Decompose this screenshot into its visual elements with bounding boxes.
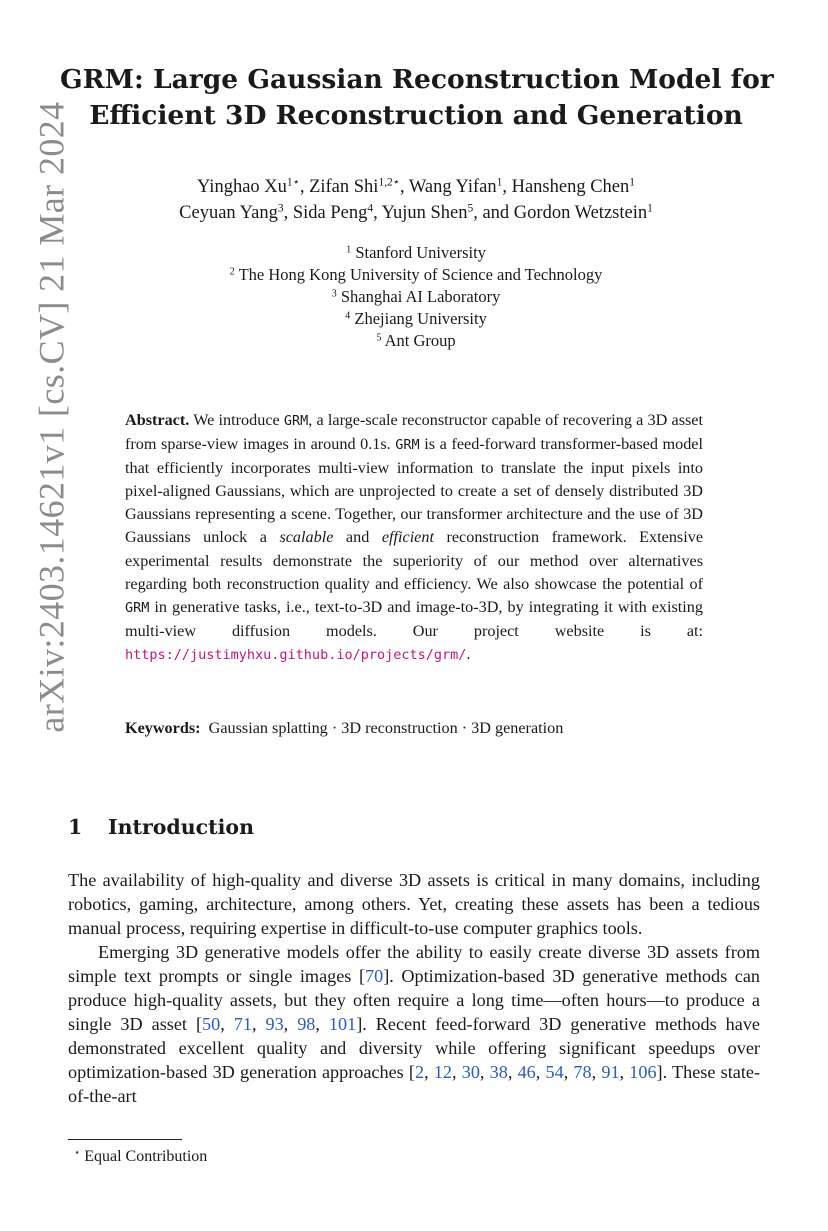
author-name: Hansheng Chen — [511, 177, 630, 197]
title-line-2: Efficient 3D Reconstruction and Generation — [89, 100, 743, 131]
citation-link[interactable]: 2 — [414, 1062, 425, 1082]
author-separator: , — [299, 177, 310, 197]
affiliation-number: 3 — [331, 288, 337, 300]
arxiv-identifier-stamp — [30, 64, 74, 770]
abstract-text: reconstruction framework. Extensive experimental results demonstrate the superiority of our method over alternatives regarding both reconstruction quality and efficiency. We also showcase the potential of — [125, 528, 704, 593]
intro-text: ]. Optimization-based 3D generative methods can produce high-quality assets, but they often require a long time—often hours—to produce a single 3D asset [ — [68, 966, 760, 1034]
citation-link[interactable]: 38 — [489, 1062, 508, 1082]
author-separator: , — [283, 203, 293, 223]
citation-link[interactable]: 78 — [573, 1062, 592, 1082]
abstract-text: , a large-scale reconstructor capable of recovering a 3D asset from sparse-view images in around 0.1s. — [125, 411, 703, 454]
citation-link[interactable]: 93 — [265, 1014, 284, 1034]
affiliation-list — [60, 242, 772, 352]
footnote — [74, 1146, 207, 1168]
affiliation-name: Stanford University — [355, 243, 486, 262]
author-separator: , — [373, 203, 382, 223]
citation-link[interactable]: 101 — [328, 1014, 357, 1034]
citation-link[interactable]: 50 — [202, 1014, 221, 1034]
footnote-text: Equal Contribution — [84, 1148, 208, 1165]
intro-text: Emerging 3D generative models offer the ability to easily create diverse 3D assets from simple text prompts or single images [ — [68, 942, 760, 986]
author-name: Wang Yifan — [408, 177, 497, 197]
section-heading — [68, 815, 254, 839]
affiliation-number: 4 — [345, 310, 351, 322]
abstract-emphasis: scalable — [279, 528, 334, 547]
affiliation-number: 2 — [229, 266, 235, 278]
author-name: Ceyuan Yang — [179, 203, 278, 223]
author-list — [60, 174, 772, 226]
keywords — [125, 717, 725, 740]
author-affil-mark: 1 — [647, 202, 653, 215]
affiliation-name: Zhejiang University — [354, 309, 487, 328]
author-name: Yinghao Xu — [196, 177, 287, 197]
section-number: 1 — [68, 815, 83, 839]
method-name: GRM — [283, 413, 309, 429]
author-line-1 — [60, 174, 772, 200]
author-name: Sida Peng — [292, 203, 368, 223]
author-separator: , — [399, 177, 409, 197]
arxiv-id-text: arXiv:2403.14621v1 [cs.CV] 21 Mar 2024 — [32, 101, 72, 733]
author-separator: , and — [473, 203, 514, 223]
abstract-text: in generative tasks, i.e., text-to-3D and image-to-3D, by integrating it with existing multi-view diffusion models. Our project website is at: — [125, 597, 703, 640]
abstract-label: Abstract. — [125, 411, 190, 429]
section-title: Introduction — [108, 815, 254, 839]
citation-link[interactable]: 12 — [433, 1062, 452, 1082]
abstract-text: and — [333, 528, 382, 547]
author-affil-mark: 1,2⋆ — [378, 176, 400, 189]
author-line-2 — [60, 200, 772, 226]
author-separator: , — [502, 177, 512, 197]
author-affil-mark: 1 — [629, 176, 636, 189]
footnote-rule — [68, 1139, 182, 1140]
keywords-text: Gaussian splatting · 3D reconstruction · 3D generation — [208, 719, 564, 737]
abstract-text: . — [466, 644, 471, 663]
affiliation-number: 5 — [376, 332, 382, 344]
intro-text: ]. Recent feed-forward 3D generative methods have demonstrated excellent quality and diversity while offering significant speedups over optimization-based 3D generation approaches [ — [68, 1014, 761, 1082]
abstract-emphasis: efficient — [381, 528, 434, 547]
affiliation-item — [60, 308, 772, 330]
citation-link[interactable]: 71 — [233, 1014, 252, 1034]
author-name: Yujun Shen — [381, 203, 468, 223]
title-line-1: GRM: Large Gaussian Reconstruction Model for — [60, 64, 774, 95]
method-name: GRM — [125, 599, 150, 616]
affiliation-name: Ant Group — [384, 331, 456, 350]
author-affil-mark: 1⋆ — [286, 176, 300, 189]
citation-link[interactable]: 91 — [601, 1062, 620, 1082]
author-name: Zifan Shi — [309, 177, 379, 197]
author-affil-mark: 5 — [467, 202, 474, 215]
abstract — [125, 409, 703, 667]
method-name: GRM — [395, 437, 420, 454]
affiliation-name: The Hong Kong University of Science and Technology — [238, 265, 603, 284]
paper-title — [60, 62, 772, 134]
affiliation-item — [60, 330, 772, 352]
footnote-mark: ⋆ — [74, 1147, 81, 1159]
affiliation-name: Shanghai AI Laboratory — [340, 287, 501, 306]
project-website-link[interactable]: https://justimyhxu.github.io/projects/grm/ — [125, 646, 467, 663]
intro-paragraph-2: Emerging 3D generative models offer the ability to easily create diverse 3D assets from simple text prompts or single images [70]. Optimization-based 3D generative methods can produce high-quality assets, but they often require a long time—often hours—to produce a single 3D asset [50, 71, 93, 98, 101]. Recent feed-forward 3D generative methods have demonstrated excellent quality and diversity while offering significant speedups over optimization-based 3D generation approaches [2, 12, 30, 38, 46, 54, 78, 91, 106]. These state-of-the-art — [68, 942, 761, 1106]
citation-link[interactable]: 98 — [297, 1014, 316, 1034]
author-affil-mark: 3 — [277, 202, 284, 215]
abstract-text: We introduce — [189, 411, 284, 429]
affiliation-number: 1 — [346, 244, 352, 256]
affiliation-item — [60, 264, 772, 286]
affiliation-item — [60, 286, 772, 308]
citation-link[interactable]: 54 — [545, 1062, 564, 1082]
intro-text: ]. These state-of-the-art — [68, 1062, 761, 1106]
citation-link[interactable]: 30 — [461, 1062, 480, 1082]
author-affil-mark: 1 — [496, 176, 503, 189]
author-name: Gordon Wetzstein — [513, 203, 648, 223]
abstract-text: is a feed-forward transformer-based model that efficiently incorporates multi-view information to translate the input pixels into pixel-aligned Gaussians, which are unprojected to create a set of densely distributed 3D Gaussians representing a scene. Together, our transformer architecture and the use of 3D Gaussians unlock a — [125, 435, 703, 547]
citation-link[interactable]: 106 — [629, 1062, 657, 1082]
author-affil-mark: 4 — [367, 202, 374, 215]
introduction-body — [68, 868, 760, 1108]
keywords-label: Keywords: — [125, 719, 201, 737]
citation-link[interactable]: 70 — [365, 966, 384, 986]
intro-paragraph-1: The availability of high-quality and diverse 3D assets is critical in many domains, including robotics, gaming, architecture, among others. Yet, creating these assets has been a tedious manual process, requiring expertise in difficult-to-use computer graphics tools. — [68, 870, 760, 938]
affiliation-item — [60, 242, 772, 264]
citation-link[interactable]: 46 — [517, 1062, 536, 1082]
abstract-paragraph — [125, 409, 703, 667]
